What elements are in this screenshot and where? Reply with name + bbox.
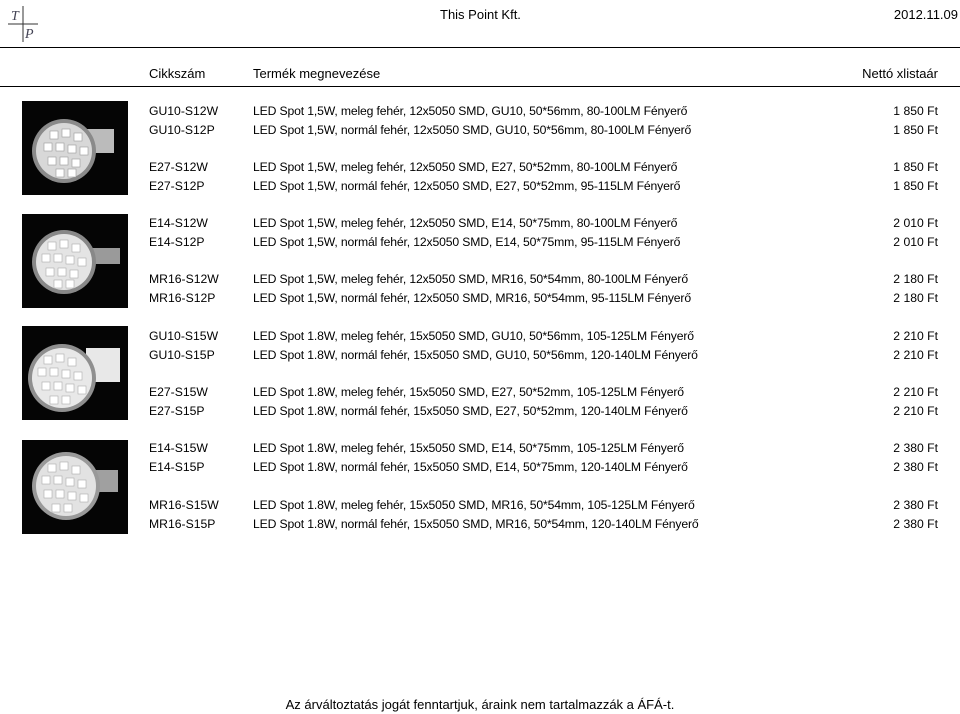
company-logo-icon bbox=[6, 4, 40, 44]
product-name: LED Spot 1.8W, meleg fehér, 15x5050 SMD, GU10, 50*56mm, 105-125LM Fényerő bbox=[253, 329, 694, 343]
product-price: 1 850 Ft bbox=[893, 179, 938, 193]
product-price: 2 180 Ft bbox=[893, 291, 938, 305]
footer-note: Az árváltoztatás jogát fenntartjuk, áraink nem tartalmazzák a ÁFÁ-t. bbox=[285, 697, 675, 712]
product-code: MR16-S12P bbox=[149, 291, 216, 305]
product-price: 1 850 Ft bbox=[893, 160, 938, 174]
product-code: GU10-S15P bbox=[149, 348, 215, 362]
product-photo-mr16 bbox=[22, 440, 128, 534]
product-code: E27-S12W bbox=[149, 160, 208, 174]
product-code: E14-S12W bbox=[149, 216, 208, 230]
column-header-price: Nettó xlistaár bbox=[862, 66, 938, 81]
product-price: 2 180 Ft bbox=[893, 272, 938, 286]
product-name: LED Spot 1.8W, meleg fehér, 15x5050 SMD, MR16, 50*54mm, 105-125LM Fényerő bbox=[253, 498, 695, 512]
product-code: MR16-S12W bbox=[149, 272, 219, 286]
product-code: E27-S12P bbox=[149, 179, 205, 193]
svg-text:T: T bbox=[11, 9, 19, 24]
product-price: 2 010 Ft bbox=[893, 235, 938, 249]
company-name: This Point Kft. bbox=[440, 7, 521, 22]
product-price: 1 850 Ft bbox=[893, 123, 938, 137]
product-name: LED Spot 1.8W, meleg fehér, 15x5050 SMD, E14, 50*75mm, 105-125LM Fényerő bbox=[253, 441, 684, 455]
product-code: E27-S15W bbox=[149, 385, 208, 399]
product-code: GU10-S15W bbox=[149, 329, 219, 343]
product-name: LED Spot 1,5W, normál fehér, 12x5050 SMD, E27, 50*52mm, 95-115LM Fényerő bbox=[253, 179, 681, 193]
product-name: LED Spot 1,5W, meleg fehér, 12x5050 SMD, E14, 50*75mm, 80-100LM Fényerő bbox=[253, 216, 678, 230]
product-name: LED Spot 1,5W, normál fehér, 12x5050 SMD, MR16, 50*54mm, 95-115LM Fényerő bbox=[253, 291, 691, 305]
product-price: 2 380 Ft bbox=[893, 517, 938, 531]
product-code: MR16-S15W bbox=[149, 498, 219, 512]
product-name: LED Spot 1.8W, meleg fehér, 15x5050 SMD, E27, 50*52mm, 105-125LM Fényerő bbox=[253, 385, 684, 399]
product-price: 2 380 Ft bbox=[893, 460, 938, 474]
document-date: 2012.11.09 bbox=[893, 7, 958, 22]
svg-text:P: P bbox=[25, 27, 34, 42]
product-price: 2 210 Ft bbox=[893, 329, 938, 343]
product-code: E14-S15W bbox=[149, 441, 208, 455]
product-name: LED Spot 1.8W, normál fehér, 15x5050 SMD, E14, 50*75mm, 120-140LM Fényerő bbox=[253, 460, 688, 474]
product-code: E14-S15P bbox=[149, 460, 205, 474]
product-name: LED Spot 1,5W, meleg fehér, 12x5050 SMD, MR16, 50*54mm, 80-100LM Fényerő bbox=[253, 272, 688, 286]
product-code: E27-S15P bbox=[149, 404, 205, 418]
product-price: 1 850 Ft bbox=[893, 104, 938, 118]
product-name: LED Spot 1,5W, normál fehér, 12x5050 SMD, E14, 50*75mm, 95-115LM Fényerő bbox=[253, 235, 681, 249]
product-price: 2 010 Ft bbox=[893, 216, 938, 230]
product-price: 2 210 Ft bbox=[893, 385, 938, 399]
header-rule-top bbox=[0, 47, 960, 48]
product-code: E14-S12P bbox=[149, 235, 205, 249]
product-photo-e14-ceramic bbox=[22, 326, 128, 420]
column-header-name: Termék megnevezése bbox=[253, 66, 381, 81]
product-code: GU10-S12P bbox=[149, 123, 215, 137]
product-name: LED Spot 1,5W, normál fehér, 12x5050 SMD, GU10, 50*56mm, 80-100LM Fényerő bbox=[253, 123, 692, 137]
product-code: GU10-S12W bbox=[149, 104, 219, 118]
product-photo-e14 bbox=[22, 214, 128, 308]
product-price: 2 210 Ft bbox=[893, 348, 938, 362]
product-price: 2 210 Ft bbox=[893, 404, 938, 418]
product-name: LED Spot 1,5W, meleg fehér, 12x5050 SMD, E27, 50*52mm, 80-100LM Fényerő bbox=[253, 160, 678, 174]
header-rule-bottom bbox=[0, 86, 960, 87]
product-name: LED Spot 1.8W, normál fehér, 15x5050 SMD, MR16, 50*54mm, 120-140LM Fényerő bbox=[253, 517, 699, 531]
product-name: LED Spot 1,5W, meleg fehér, 12x5050 SMD, GU10, 50*56mm, 80-100LM Fényerő bbox=[253, 104, 688, 118]
product-name: LED Spot 1.8W, normál fehér, 15x5050 SMD, E27, 50*52mm, 120-140LM Fényerő bbox=[253, 404, 688, 418]
product-code: MR16-S15P bbox=[149, 517, 216, 531]
product-price: 2 380 Ft bbox=[893, 498, 938, 512]
product-price: 2 380 Ft bbox=[893, 441, 938, 455]
product-name: LED Spot 1.8W, normál fehér, 15x5050 SMD, GU10, 50*56mm, 120-140LM Fényerő bbox=[253, 348, 698, 362]
product-photo-gu10 bbox=[22, 101, 128, 195]
column-header-code: Cikkszám bbox=[149, 66, 206, 81]
